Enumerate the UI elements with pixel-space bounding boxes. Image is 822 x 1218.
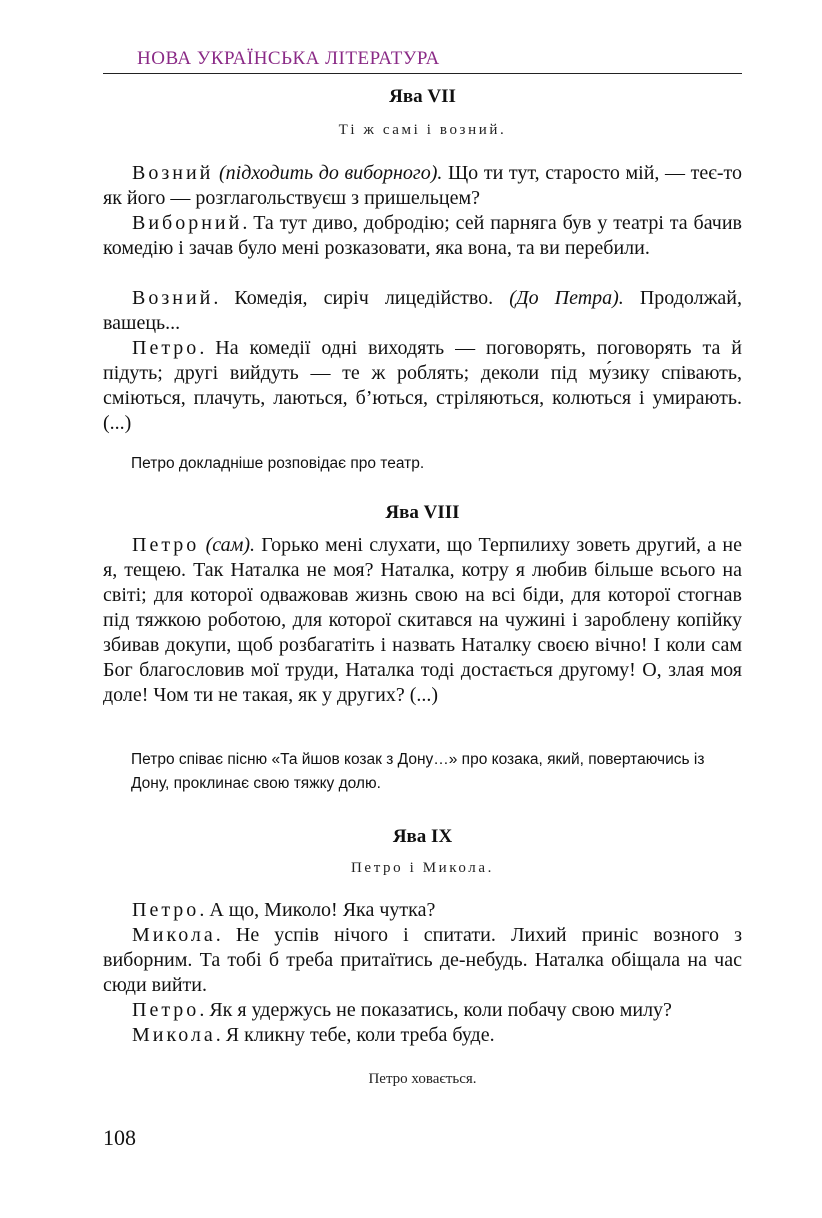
scene-7-stage-direction: Ті ж самі і возний.	[338, 122, 507, 138]
speaker-name: Виборний	[132, 212, 243, 234]
dialogue-line	[103, 923, 742, 998]
line-text: . Я кликну тебе, коли треба буде.	[215, 1024, 495, 1046]
speaker-name: Петро	[132, 999, 200, 1021]
scene-7-summary: Петро докладніше розповідає про театр.	[131, 455, 425, 472]
dialogue-line	[103, 336, 742, 436]
scene-9-closing-direction: Петро ховається.	[368, 1071, 477, 1087]
line-text: . Комедія, сиріч лицедійство.	[213, 287, 510, 309]
speaker-name: Петро	[132, 534, 200, 556]
dialogue-line	[103, 211, 742, 261]
line-text: Горько мені слухати, що Терпилиху зоветь другий, а не я, тещею. Так Наталка не моя? Наталка, котру я любив більше всього на світі; для которої одважовав жизнь свою на всі біди, для которої стогнав під тяжкою роботою, для которої скитався на чужині і зароблену копійку збивав докупи, щоб розбагатіть і назвать Наталку своєю вічно! І коли сам Бог благословив мої труди, Наталка тоді достається другому! О, злая моя доле! Чом ти не такая, як у других? (...)	[103, 534, 743, 706]
running-header: НОВА УКРАЇНСЬКА ЛІТЕРАТУРА	[137, 48, 440, 69]
stage-remark: (підходить до виборного).	[219, 162, 443, 184]
speaker-name: Возний	[132, 162, 214, 184]
speaker-name: Микола	[132, 924, 216, 946]
scene-8-title: Ява VIII	[385, 502, 460, 523]
speaker-name: Петро	[132, 337, 200, 359]
scene-9-stage-direction: Петро і Микола.	[351, 860, 494, 876]
line-text: . Та тут диво, добродію; сей парняга був у театрі та бачив комедію і зачав було мені розказовати, яка вона, та ви перебили.	[103, 212, 742, 259]
dialogue-line	[103, 286, 742, 336]
dialogue-line	[103, 898, 742, 923]
scene-8-summary: Петро співає пісню «Та йшов козак з Дону…» про козака, який, повертаючись із Дону, проклинає свою тяжку долю.	[131, 751, 705, 792]
dialogue-line	[103, 998, 742, 1023]
page-number: 108	[103, 1125, 136, 1150]
line-text: . Не успів нічого і спитати. Лихий приніс возного з виборним. Та тобі б треба притаїтись де-небудь. Наталка обіщала на час сюди вийти.	[103, 924, 742, 996]
line-text: Що ти тут, старосто мій, — теє-то як його — розглагольствуєш з пришельцем?	[103, 162, 743, 209]
stage-remark: (До Петра).	[509, 287, 624, 309]
line-text: . А що, Миколо! Яка чутка?	[199, 899, 436, 921]
dialogue-line	[103, 161, 742, 211]
scene-7-title: Ява VII	[389, 86, 456, 107]
line-text: . Як я удержусь не показатись, коли побачу свою милу?	[199, 999, 672, 1021]
speaker-name: Микола	[132, 1024, 216, 1046]
speaker-name: Петро	[132, 899, 200, 921]
header-divider	[103, 73, 742, 74]
monologue	[103, 533, 742, 708]
scene-9-title: Ява IX	[392, 826, 453, 847]
stage-remark: (сам).	[205, 534, 256, 556]
line-text: . На комедії одні виходять — поговорять, поговорять та й підуть; другі вийдуть — те ж роблять; деколи під му́зику співають, сміються, плачуть, лаються, б’ються, стріляються, колються і умирають. (...)	[103, 337, 742, 434]
dialogue-line	[103, 1023, 742, 1048]
line-text: Продолжай, вашець...	[103, 287, 743, 334]
speaker-name: Возний	[132, 287, 214, 309]
